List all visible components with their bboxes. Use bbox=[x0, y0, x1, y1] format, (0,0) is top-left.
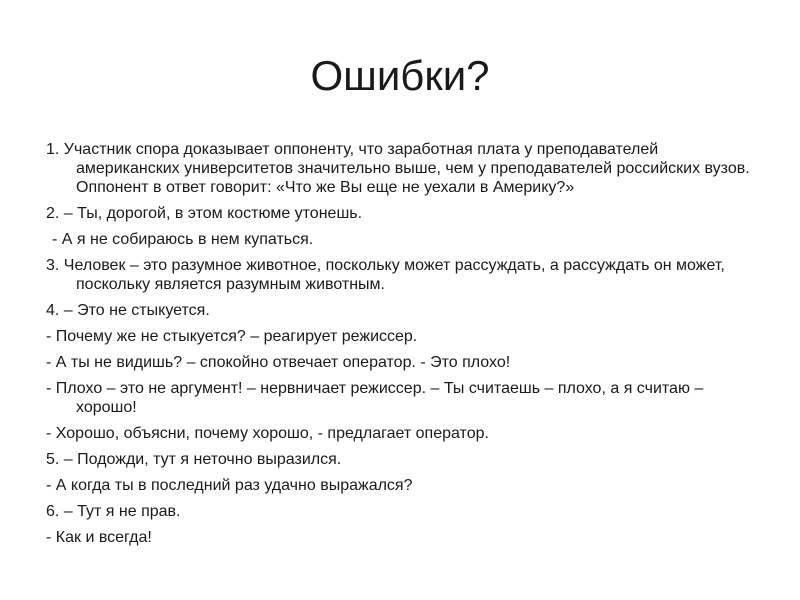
paragraph-4-line-2: - Почему же не стыкуется? – реагирует режиссер. bbox=[46, 328, 418, 345]
paragraph-2-reply: - А я не собираюсь в нем купаться. bbox=[52, 231, 314, 248]
paragraph-5-reply: - А когда ты в последний раз удачно выражался? bbox=[46, 477, 413, 494]
paragraph-4-line-5: - Хорошо, объясни, почему хорошо, - предлагает оператор. bbox=[46, 425, 489, 442]
paragraph-3: 3. Человек – это разумное животное, поскольку может рассуждать, а рассуждать он может, поскольку является разумным животным. bbox=[46, 257, 725, 293]
paragraph-1: 1. Участник спора доказывает оппоненту, что заработная плата у преподавателей американских университетов значительно выше, чем у преподавателей российских вузов. Оппонент в ответ говорит: «Что же Вы еще не уехали в Америку?» bbox=[46, 141, 750, 196]
paragraph-4-line-3: - А ты не видишь? – спокойно отвечает оператор. - Это плохо! bbox=[46, 354, 511, 371]
slide-title: Ошибки? bbox=[310, 52, 490, 99]
paragraph-6: 6. – Тут я не прав. bbox=[46, 503, 181, 520]
paragraph-2: 2. – Ты, дорогой, в этом костюме утонешь. bbox=[46, 205, 363, 222]
paragraph-5: 5. – Подожди, тут я неточно выразился. bbox=[46, 451, 342, 468]
slide-body bbox=[46, 140, 758, 554]
paragraph-6-reply: - Как и всегда! bbox=[46, 529, 152, 546]
paragraph-4: 4. – Это не стыкуется. bbox=[46, 302, 210, 319]
paragraph-4-line-4: - Плохо – это не аргумент! – нервничает режиссер. – Ты считаешь – плохо, а я считаю – хорошо! bbox=[46, 380, 704, 416]
